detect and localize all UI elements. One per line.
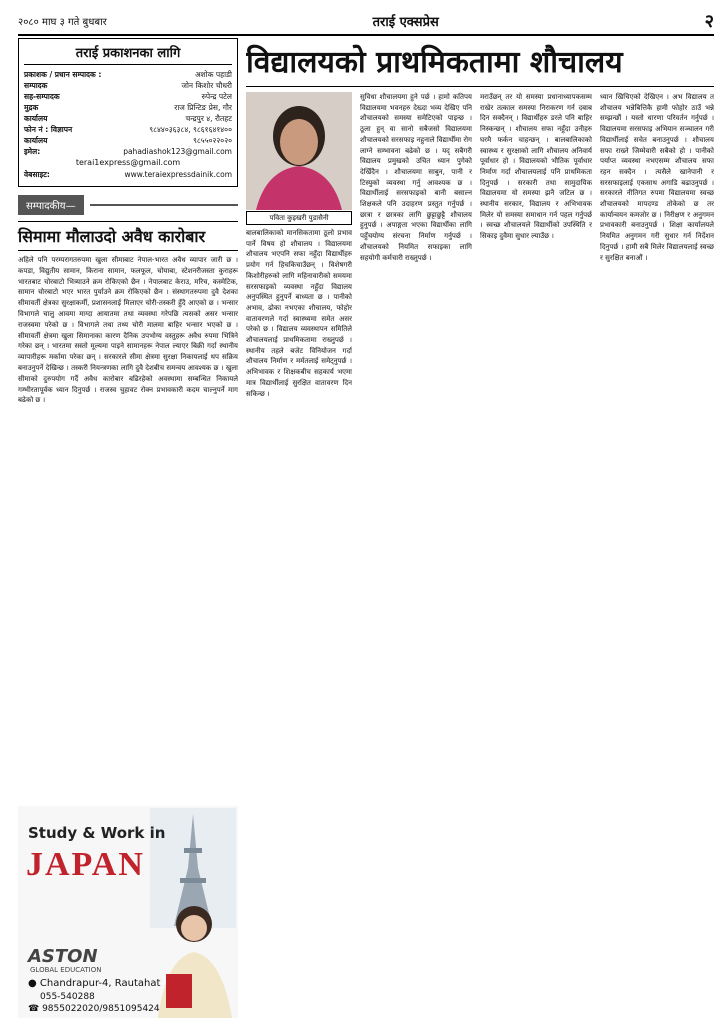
student-figure-icon bbox=[136, 896, 236, 1018]
publisher-row bbox=[24, 135, 232, 146]
publisher-row bbox=[24, 80, 232, 91]
ad-phone-2[interactable] bbox=[28, 1004, 160, 1014]
row-label: कार्यालय bbox=[24, 136, 48, 145]
row-label: फोन नं : विज्ञापन bbox=[24, 125, 73, 134]
editorial-tag-label: सम्पादकीय— bbox=[18, 195, 84, 215]
headline-rule bbox=[246, 86, 714, 87]
header-rule bbox=[18, 34, 714, 36]
email-secondary[interactable]: terai1express@gmail.com bbox=[75, 158, 181, 167]
editorial-body: अहिले पनि परम्परागतरुपमा खुला सीमाबाट नेपाल-भारत अवैध व्यापार जारी छ । कपडा, विद्युतीय सामान, किराना सामान, फलफूल, चोयाबा, स्टेशनरीजस्ता कुराहरू भारतबाट चोरबाटो भित्र्याउने क्रम रोकिएको छैन । नेपालबाट केराउ, मरिच, कस्मेटिक, सामान चोरबाटो भएर भारत पुर्याउने क्रम रोकिएको छैन । संस्थागतरुपमा दुवै देशका सीमावर्ती क्षेत्रका सुरक्षाकर्मी, प्रशासनलाई मिलाएर चोरी-तस्करी हुँदै आएको छ । भन्सार विभागले चालु आवमा माग्दा आयातमा तथा व्यवस्था गरेपछि त्यसको असर भन्सार राजस्वमा परेको छ । विभागले तथा तथ्य चोरी मालमा बाहिर भन्सार भएको छ । सीमावर्ती क्षेत्रमा खुला सिमानाका कारण दैनिक उपभोग्य वस्तुहरू अवैध रुपमा भित्रिने गरेका छन् । भारतमा सस्तो मूल्यमा पाइने सामानहरू नेपाल ल्याएर बिक्री गर्दा स्थानीय व्यापारीहरू मर्कामा परेका छन् । सरकारले सीमा क्षेत्रमा सुरक्षा निकायलाई थप सक्रिय बनाउनुपर्ने देखिन्छ । तस्करी नियन्त्रणका लागि दुवै देशबीच समन्वय आवश्यक छ । खुला सीमाको दुरुपयोग गर्दै अवैध कारोबार बढिरहेको अवस्थामा सम्बन्धित निकायले गम्भीरतापूर्वक ध्यान दिनुपर्छ । राजस्व चुहावट रोक्न प्रभावकारी कदम चाल्नुपर्ने माग बढेको छ । bbox=[18, 256, 238, 405]
ad-phone-1[interactable]: 055-540288 bbox=[40, 992, 95, 1002]
editorial-tag-line bbox=[90, 204, 238, 206]
email-link[interactable]: pahadiashok123@gmail.com bbox=[123, 147, 232, 156]
author-caption: पविता कुइखरी पुडासैनी bbox=[246, 211, 352, 225]
row-value: ९८४४०३६३८४, ९८६१६४१४०० bbox=[149, 125, 232, 134]
row-value: राज प्रिन्टिङ प्रेस, गौर bbox=[174, 103, 232, 112]
row-value: जोन किशोर चौधरी bbox=[181, 81, 232, 90]
ad-address bbox=[28, 978, 160, 989]
publisher-row bbox=[24, 91, 232, 102]
website-link[interactable]: www.teraiexpressdainik.com bbox=[124, 170, 232, 179]
phone-icon: ☎ bbox=[28, 1004, 43, 1014]
author-photo bbox=[246, 92, 352, 210]
row-label: मुद्रक bbox=[24, 103, 39, 112]
website-label: वेबसाइट: bbox=[24, 170, 50, 179]
publisher-row bbox=[24, 146, 232, 157]
ad-country: JAPAN bbox=[26, 846, 145, 883]
article-column-2: सुविधा शौचालयमा हुने पर्छ । हामो कतिपय विद्यालयमा भवनहरु देख्दा भव्य देखिए पनि शौचालयको समस्या समेटिएको पाइन्छ । ठूला हुन् वा सानो सबैजसो विद्यालयमा शौचालयको सरसफाइ नहुनाले विद्यार्थीमा रोग लाग्ने सम्भावना बढेको छ । यद् सबैगरी विद्यालय प्रमुखको उचित ध्यान पुगेको देखिँदैन । शौचालयमा साबुन, पानी र टिस्युको व्यवस्था गर्नु आवश्यक छ । विद्यार्थीलाई सरसफाइको बानी बसाल्न शिक्षकले पनि उदाहरण प्रस्तुत गर्नुपर्छ । छात्रा र छात्रका लागि छुट्टाछुट्टै शौचालय हुनुपर्छ । अपाङ्गता भएका विद्यार्थीका लागि पहुँचयोग्य संरचना निर्माण गर्नुपर्छ । शौचालयको नियमित सफाइका लागि सहयोगी कर्मचारी राख्नुपर्छ । bbox=[360, 93, 472, 262]
page-number: २ bbox=[704, 11, 714, 32]
row-label: कार्यालय bbox=[24, 114, 48, 123]
author-portrait-icon bbox=[246, 92, 352, 210]
publisher-row bbox=[24, 113, 232, 124]
row-value: अशोक पहाडी bbox=[194, 70, 232, 79]
issue-date: २०८० माघ ३ गते बुधबार bbox=[18, 17, 107, 28]
article-column-4: ध्यान खिचिएको देखिएन । अभ विद्यालय त शौचालय भन्नेबित्तिकै हामी फोहोर ठाउँ भन्ने सम्झन्छौं । यस्तो धारणा परिवर्तन गर्नुपर्छ । विद्यालयमा सरसफाइ अभियान सञ्चालन गरी विद्यार्थीलाई सचेत बनाउनुपर्छ । शौचालय सफा राख्ने जिम्मेवारी सबैको हो । पानीको पर्याप्त व्यवस्था नभएसम्म शौचालय सफा रहन सक्दैन । त्यसैले खानेपानी र सरसफाइलाई एकसाथ अगाडि बढाउनुपर्छ । सरकारले नीतिगत रुपमा विद्यालयमा स्वच्छ शौचालयको मापदण्ड तोकेको छ तर कार्यान्वयन कमजोर छ । निरीक्षण र अनुगमन प्रभावकारी बनाउनुपर्छ । शिक्षा कार्यालयले नियमित अनुगमन गरी सुधार गर्न निर्देशन दिनुपर्छ । हामी सबै मिलेर विद्यालयलाई स्वच्छ र सुरक्षित बनाऔं । bbox=[600, 93, 714, 262]
article-column-1: बालबालिकाको मानसिकतामा ठूलो प्रभाव पार्ने विषय हो शौचालय । विद्यालयमा शौचालय भएपनि सफा नहुँदा विद्यार्थीहरु प्रयोग गर्न हिचकिचाउँछन् । विशेषगरी किशोरीहरुको लागि महिनावारीको समयमा सरसफाइको व्यवस्था नहुँदा विद्यालय अनुपस्थित हुनुपर्ने बाध्यता छ । पानीको अभाव, ढोका नभएका शौचालय, फोहोर वातावरणले गर्दा स्वास्थ्यमा समेत असर परेको छ । विद्यालय व्यवस्थापन समितिले शौचालयलाई प्राथमिकतामा राख्नुपर्छ । स्थानीय तहले बजेट विनियोजन गर्दा शौचालय निर्माण र मर्मतलाई समेट्नुपर्छ । अभिभावक र शिक्षकबीच सहकार्य भएमा मात्र विद्यार्थीलाई सुरक्षित वातावरण दिन सकिन्छ । bbox=[246, 229, 352, 398]
row-label: सह-सम्पादक bbox=[24, 92, 60, 101]
masthead: तराई एक्सप्रेस bbox=[372, 15, 439, 30]
row-label: इमेल: bbox=[24, 147, 41, 156]
row-label: प्रकाशक / प्रधान सम्पादक : bbox=[24, 70, 102, 79]
location-pin-icon: ● bbox=[28, 978, 40, 989]
ad-phone-2-text: 9855022020/9851095424 bbox=[42, 1004, 160, 1014]
row-value: रुपेन्द्र पटेल bbox=[201, 92, 232, 101]
ad-brand-sub: GLOBAL EDUCATION bbox=[30, 966, 102, 974]
row-value: ९८५५०२२०२० bbox=[193, 136, 232, 145]
publisher-box bbox=[18, 38, 238, 187]
editorial-headline: सिमामा मौलाउदो अवैध कारोबार bbox=[18, 221, 238, 251]
publisher-box-title: तराई प्रकाशनका लागि bbox=[24, 43, 232, 65]
row-label: सम्पादक bbox=[24, 81, 48, 90]
ad-brand: ASTON bbox=[28, 946, 98, 967]
ad-address-text: Chandrapur-4, Rautahat bbox=[39, 978, 161, 989]
publisher-row bbox=[24, 69, 232, 80]
ad-study-line: Study & Work in bbox=[28, 824, 166, 842]
editorial-tag bbox=[18, 195, 238, 215]
website-row bbox=[24, 169, 232, 180]
publisher-row bbox=[24, 102, 232, 113]
publisher-row bbox=[24, 124, 232, 135]
article-column-3: मराउँछन् तर यो समस्या प्रधानाध्यापकसम्म राखेर तत्काल समस्या निराकरण गर्न दबाब दिन सक्दैनन् । विद्यार्थीहरु डरले पनि बाहिर निस्कन्छन् । शौचालय सफा नहुँदा उनीहरु घरमै फर्कन चाहन्छन् । बालबालिकाको स्वास्थ्य र सुरक्षाको लागि शौचालय अनिवार्य पूर्वाधार हो । विद्यालयको भौतिक पूर्वाधार निर्माण गर्दा शौचालयलाई पनि प्राथमिकता दिनुपर्छ । सरकारी तथा सामुदायिक विद्यालयमा यो समस्या झनै जटिल छ । स्थानीय सरकार, विद्यालय र अभिभावक मिलेर यो समस्या समाधान गर्न पहल गर्नुपर्छ । स्वच्छ शौचालयले विद्यार्थीको उपस्थिति र सिकाइ दुवैमा सुधार ल्याउँछ । bbox=[480, 93, 592, 241]
page-header bbox=[18, 8, 714, 34]
row-value: चन्द्रपुर ४, रौतहट bbox=[185, 114, 232, 123]
article-headline: विद्यालयको प्राथमिकतामा शौचालय bbox=[246, 45, 623, 80]
advertisement[interactable] bbox=[18, 806, 238, 1018]
